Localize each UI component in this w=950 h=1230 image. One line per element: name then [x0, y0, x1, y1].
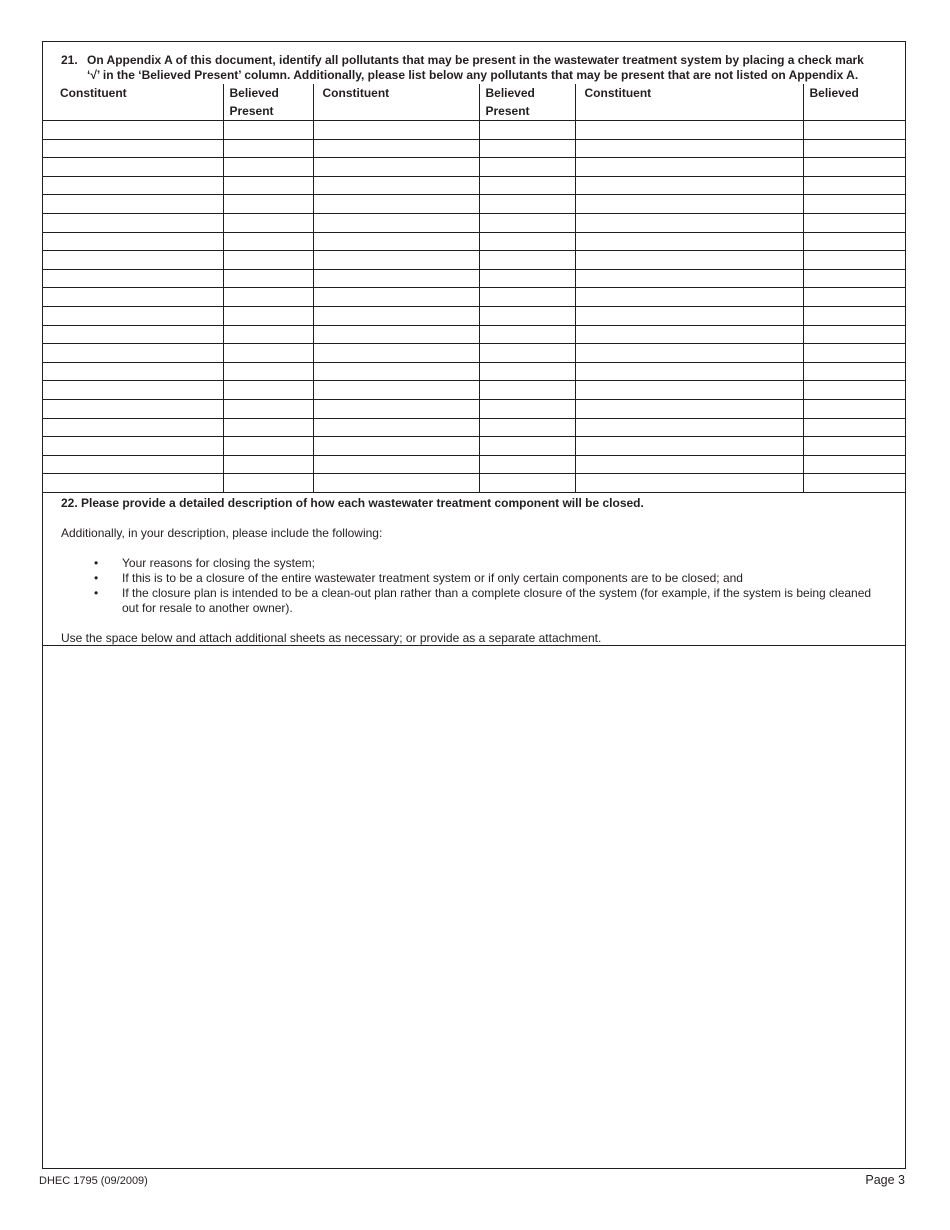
bullet-icon: •: [94, 571, 99, 585]
believed-present-cell[interactable]: [803, 195, 905, 214]
constituent-cell[interactable]: [575, 139, 803, 158]
constituent-cell[interactable]: [575, 325, 803, 344]
question-22-bullets: [61, 556, 891, 616]
constituent-cell[interactable]: [313, 418, 479, 437]
question-22-intro: Additionally, in your description, please include the following:: [61, 526, 383, 540]
constituent-cell[interactable]: [575, 121, 803, 140]
table-row: [43, 418, 905, 437]
table-row: [43, 325, 905, 344]
question-21-number: 21.: [61, 53, 78, 67]
constituent-cell[interactable]: [43, 344, 223, 363]
constituent-cell[interactable]: [313, 399, 479, 418]
table-row: [43, 306, 905, 325]
constituent-cell[interactable]: [575, 344, 803, 363]
table-row: [43, 158, 905, 177]
constituent-cell[interactable]: [43, 362, 223, 381]
question-21-line1: On Appendix A of this document, identify all pollutants that may be present in the wastewater treatment system by placing a check mark: [87, 53, 864, 67]
constituent-cell[interactable]: [313, 381, 479, 400]
header-constituent-1: Constituent: [43, 84, 223, 121]
constituent-cell[interactable]: [575, 381, 803, 400]
constituent-cell[interactable]: [43, 158, 223, 177]
believed-present-cell[interactable]: [479, 437, 575, 456]
table-row: [43, 269, 905, 288]
believed-present-cell[interactable]: [223, 269, 313, 288]
believed-present-cell[interactable]: [803, 232, 905, 251]
page-number: Page 3: [865, 1173, 905, 1187]
believed-present-cell[interactable]: [223, 381, 313, 400]
bullet-item: • If the closure plan is intended to be a clean-out plan rather than a complete closure of the system (for example, if the system is being cleaned out for resale to another owner).: [94, 586, 872, 615]
table-row: [43, 399, 905, 418]
pollutant-table: [43, 84, 905, 493]
believed-present-cell[interactable]: [803, 306, 905, 325]
believed-present-cell[interactable]: [803, 399, 905, 418]
constituent-cell[interactable]: [43, 232, 223, 251]
believed-present-cell[interactable]: [803, 381, 905, 400]
believed-present-cell[interactable]: [803, 288, 905, 307]
constituent-cell[interactable]: [575, 251, 803, 270]
constituent-cell[interactable]: [575, 232, 803, 251]
table-row: [43, 381, 905, 400]
believed-present-cell[interactable]: [803, 437, 905, 456]
believed-present-cell[interactable]: [223, 399, 313, 418]
constituent-cell[interactable]: [575, 158, 803, 177]
believed-present-cell[interactable]: [223, 195, 313, 214]
table-row: [43, 251, 905, 270]
table-row: [43, 195, 905, 214]
believed-present-cell[interactable]: [223, 158, 313, 177]
bullet-item: • If this is to be a closure of the entire wastewater treatment system or if only certain components are to be closed; and: [94, 571, 743, 585]
constituent-cell[interactable]: [313, 176, 479, 195]
believed-present-cell[interactable]: [803, 213, 905, 232]
constituent-cell[interactable]: [43, 437, 223, 456]
constituent-cell[interactable]: [313, 455, 479, 474]
table-row: [43, 344, 905, 363]
question-21: [43, 42, 905, 84]
constituent-cell[interactable]: [313, 288, 479, 307]
constituent-cell[interactable]: [313, 158, 479, 177]
header-believed-3: Believed: [803, 84, 905, 121]
constituent-cell[interactable]: [313, 232, 479, 251]
believed-present-cell[interactable]: [479, 455, 575, 474]
constituent-cell[interactable]: [43, 121, 223, 140]
believed-present-cell[interactable]: [479, 232, 575, 251]
believed-present-cell[interactable]: [223, 288, 313, 307]
constituent-cell[interactable]: [575, 455, 803, 474]
question-21-line2: ‘√’ in the ‘Believed Present’ column. Additionally, please list below any pollutants that may be present that are not listed on Appendix A.: [87, 68, 859, 82]
constituent-cell[interactable]: [575, 176, 803, 195]
constituent-cell[interactable]: [313, 139, 479, 158]
table-row: [43, 455, 905, 474]
constituent-cell[interactable]: [575, 288, 803, 307]
question-22: [43, 490, 905, 646]
believed-present-cell[interactable]: [223, 176, 313, 195]
form-frame: [42, 41, 906, 1169]
question-22-outro: Use the space below and attach additional sheets as necessary; or provide as a separate attachment.: [61, 631, 602, 645]
constituent-cell[interactable]: [43, 213, 223, 232]
table-row: [43, 121, 905, 140]
believed-present-cell[interactable]: [803, 176, 905, 195]
description-answer-area[interactable]: [43, 646, 905, 1166]
believed-present-cell[interactable]: [223, 362, 313, 381]
believed-present-cell[interactable]: [223, 232, 313, 251]
header-constituent-2: Constituent: [313, 84, 479, 121]
constituent-cell[interactable]: [313, 437, 479, 456]
believed-present-cell[interactable]: [479, 306, 575, 325]
believed-present-cell[interactable]: [479, 344, 575, 363]
table-row: [43, 176, 905, 195]
constituent-cell[interactable]: [313, 325, 479, 344]
table-row: [43, 139, 905, 158]
constituent-cell[interactable]: [575, 399, 803, 418]
believed-present-cell[interactable]: [223, 121, 313, 140]
believed-present-cell[interactable]: [223, 213, 313, 232]
believed-present-cell[interactable]: [479, 195, 575, 214]
believed-present-cell[interactable]: [803, 158, 905, 177]
constituent-cell[interactable]: [43, 139, 223, 158]
bullet-icon: •: [94, 556, 99, 570]
table-row: [43, 232, 905, 251]
believed-present-cell[interactable]: [223, 455, 313, 474]
constituent-cell[interactable]: [43, 288, 223, 307]
constituent-cell[interactable]: [313, 195, 479, 214]
believed-present-cell[interactable]: [803, 269, 905, 288]
believed-present-cell[interactable]: [479, 362, 575, 381]
table-row: [43, 362, 905, 381]
believed-present-cell[interactable]: [803, 344, 905, 363]
believed-present-cell[interactable]: [803, 455, 905, 474]
table-row: [43, 213, 905, 232]
constituent-cell[interactable]: [313, 306, 479, 325]
believed-present-cell[interactable]: [479, 269, 575, 288]
believed-present-cell[interactable]: [479, 213, 575, 232]
table-row: [43, 437, 905, 456]
believed-present-cell[interactable]: [479, 251, 575, 270]
question-22-title: 22. Please provide a detailed description of how each wastewater treatment component will be closed.: [61, 496, 644, 510]
believed-present-cell[interactable]: [479, 418, 575, 437]
constituent-cell[interactable]: [43, 325, 223, 344]
believed-present-cell[interactable]: [803, 325, 905, 344]
constituent-cell[interactable]: [313, 362, 479, 381]
believed-present-cell[interactable]: [223, 251, 313, 270]
header-constituent-3: Constituent: [575, 84, 803, 121]
constituent-cell[interactable]: [43, 251, 223, 270]
constituent-cell[interactable]: [43, 399, 223, 418]
believed-present-cell[interactable]: [479, 158, 575, 177]
believed-present-cell[interactable]: [479, 288, 575, 307]
constituent-cell[interactable]: [313, 251, 479, 270]
believed-present-cell[interactable]: [803, 251, 905, 270]
constituent-cell[interactable]: [43, 306, 223, 325]
believed-present-cell[interactable]: [479, 139, 575, 158]
table-body: [43, 121, 905, 493]
constituent-cell[interactable]: [575, 362, 803, 381]
constituent-cell[interactable]: [43, 455, 223, 474]
believed-present-cell[interactable]: [803, 121, 905, 140]
constituent-cell[interactable]: [575, 418, 803, 437]
constituent-cell[interactable]: [575, 306, 803, 325]
believed-present-cell[interactable]: [479, 325, 575, 344]
constituent-cell[interactable]: [43, 381, 223, 400]
constituent-cell[interactable]: [43, 195, 223, 214]
believed-present-cell[interactable]: [223, 139, 313, 158]
constituent-cell[interactable]: [43, 269, 223, 288]
believed-present-cell[interactable]: [803, 139, 905, 158]
form-id: DHEC 1795 (09/2009): [39, 1175, 148, 1187]
believed-present-cell[interactable]: [479, 399, 575, 418]
constituent-cell[interactable]: [43, 418, 223, 437]
believed-present-cell[interactable]: [223, 344, 313, 363]
believed-present-cell[interactable]: [479, 121, 575, 140]
constituent-cell[interactable]: [313, 344, 479, 363]
believed-present-cell[interactable]: [803, 362, 905, 381]
constituent-cell[interactable]: [575, 437, 803, 456]
bullet-item: • Your reasons for closing the system;: [94, 556, 315, 570]
bullet-icon: •: [94, 586, 99, 600]
believed-present-cell[interactable]: [223, 325, 313, 344]
table-row: [43, 288, 905, 307]
header-believed-present-1: Believed Present: [223, 84, 313, 121]
believed-present-cell[interactable]: [223, 418, 313, 437]
constituent-cell[interactable]: [313, 269, 479, 288]
constituent-cell[interactable]: [575, 213, 803, 232]
constituent-cell[interactable]: [313, 213, 479, 232]
constituent-cell[interactable]: [575, 195, 803, 214]
constituent-cell[interactable]: [575, 269, 803, 288]
header-believed-present-2: Believed Present: [479, 84, 575, 121]
believed-present-cell[interactable]: [479, 381, 575, 400]
constituent-cell[interactable]: [313, 121, 479, 140]
constituent-cell[interactable]: [43, 176, 223, 195]
believed-present-cell[interactable]: [223, 437, 313, 456]
believed-present-cell[interactable]: [223, 306, 313, 325]
table-header-row: [43, 84, 905, 121]
believed-present-cell[interactable]: [803, 418, 905, 437]
believed-present-cell[interactable]: [479, 176, 575, 195]
